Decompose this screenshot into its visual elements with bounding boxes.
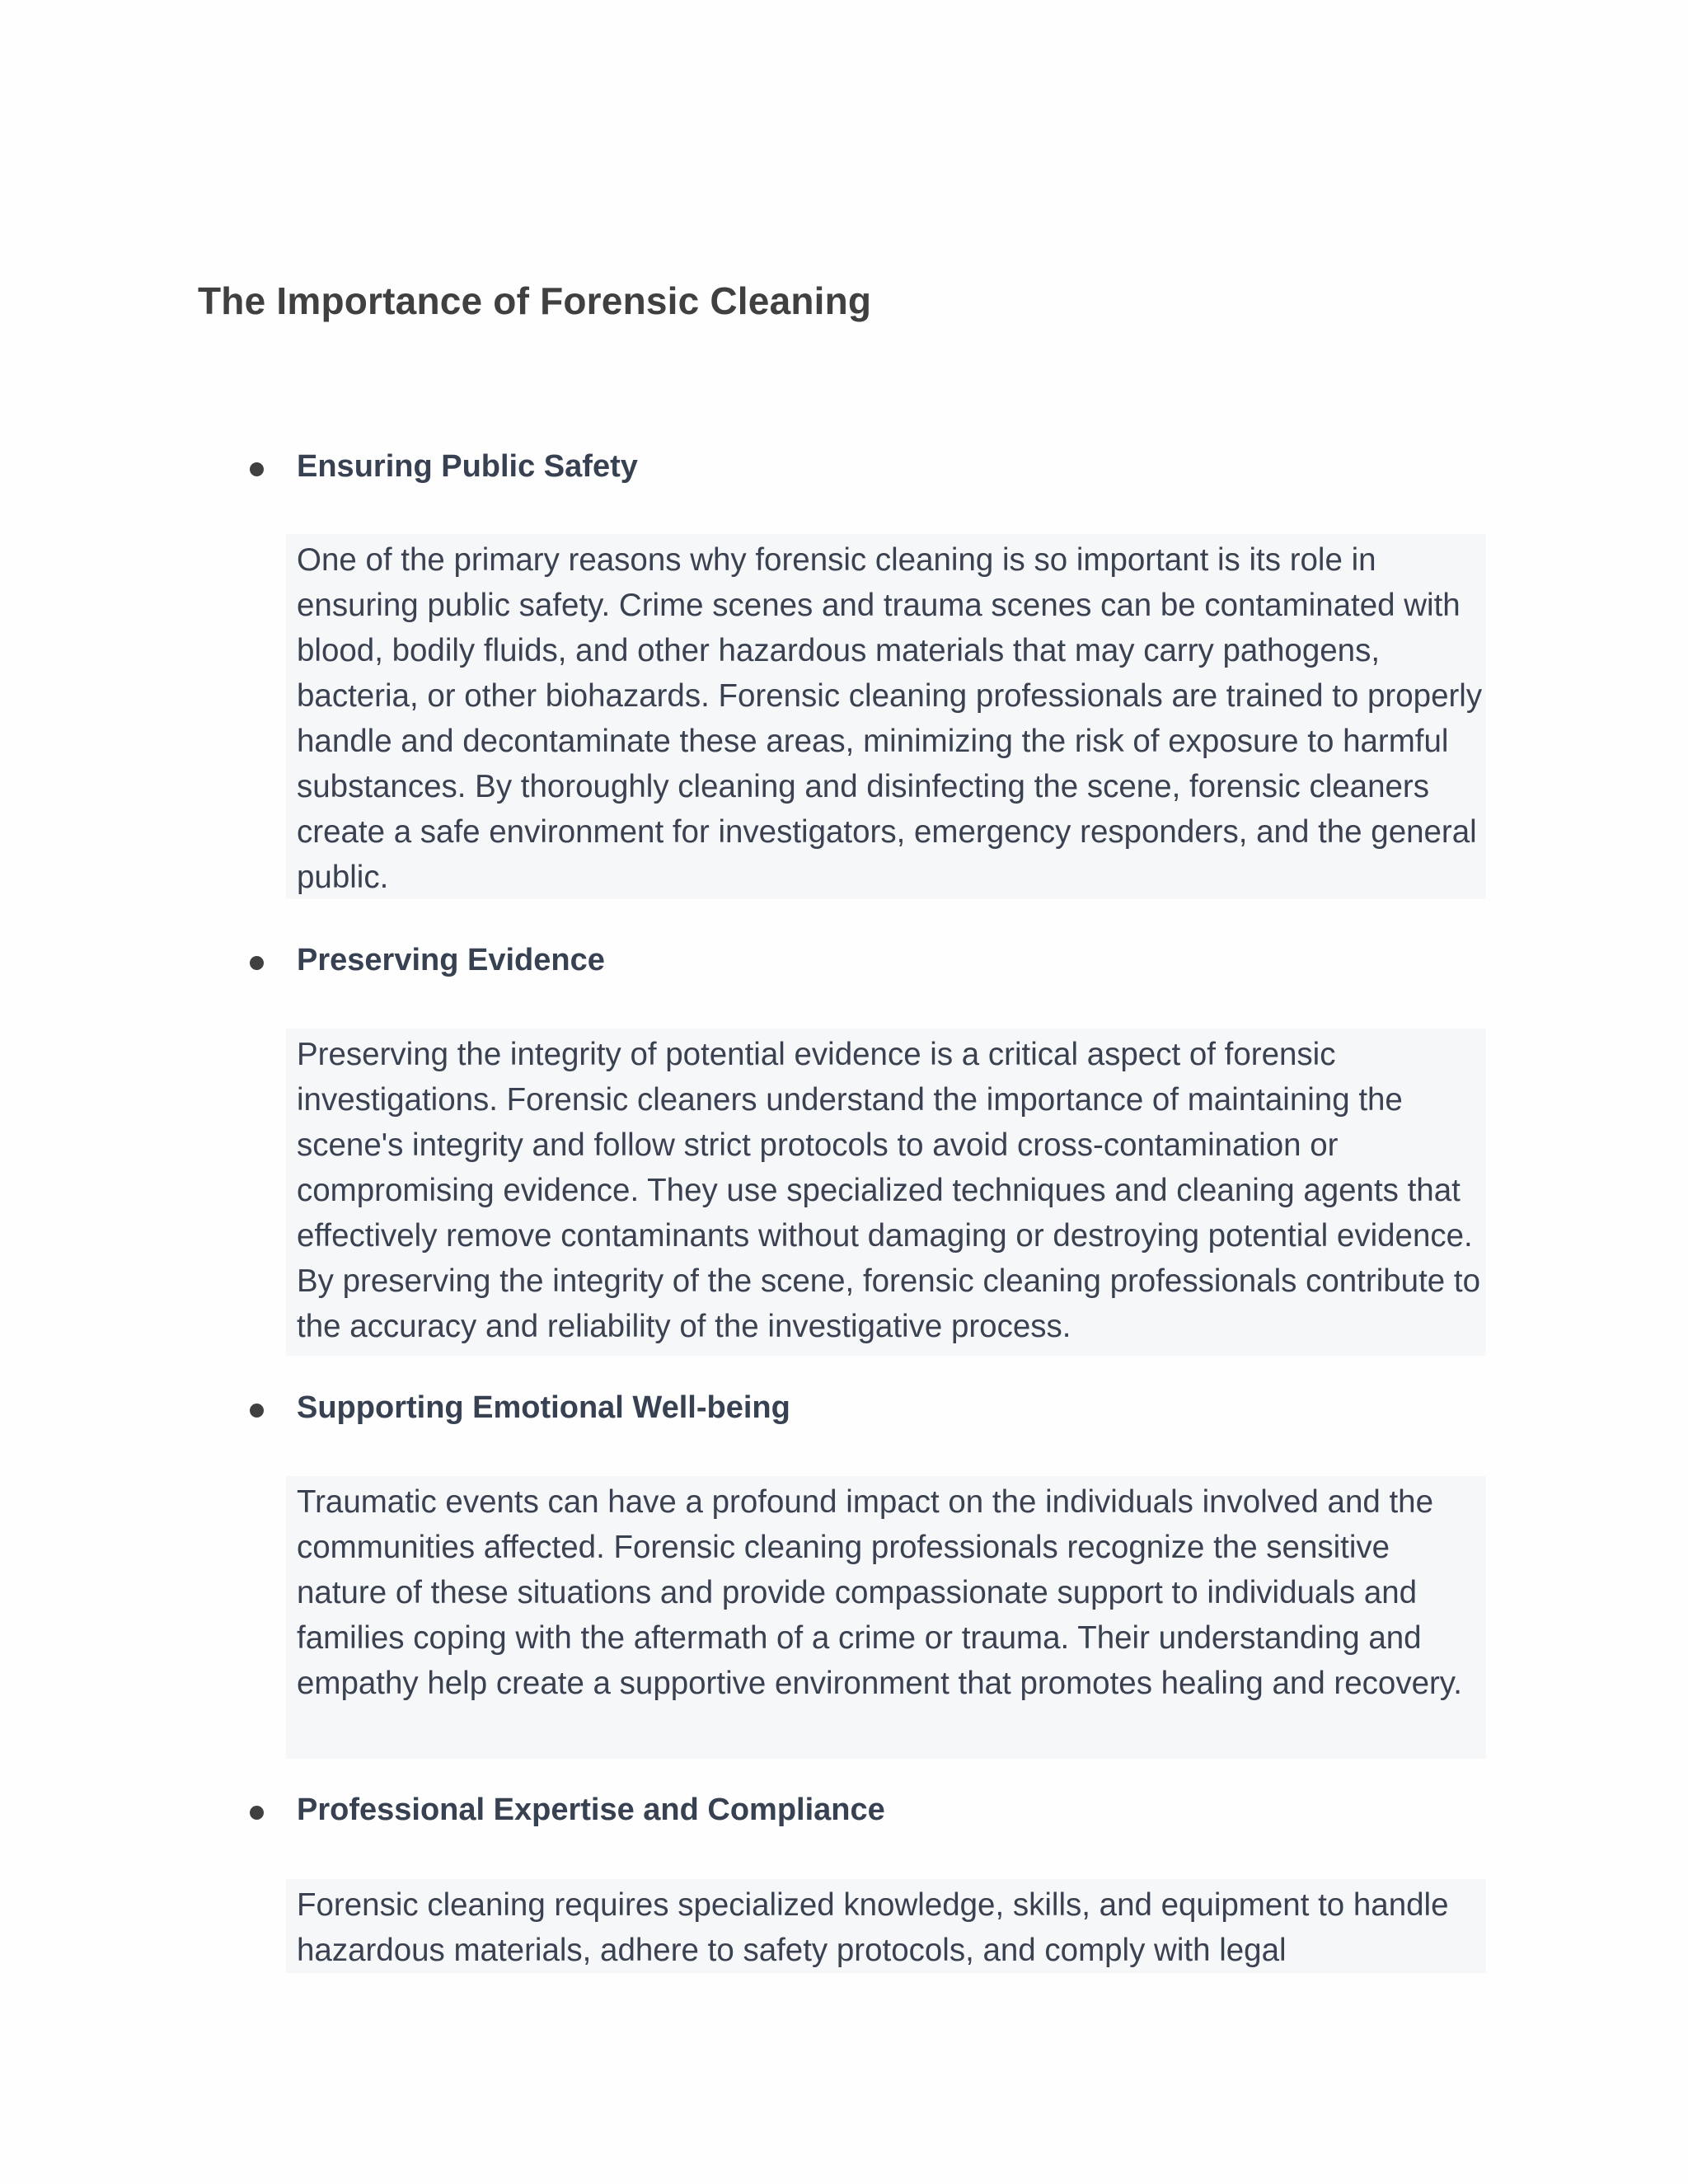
bullet-icon (250, 1404, 264, 1418)
section-heading: Ensuring Public Safety (297, 449, 638, 484)
section-body: Forensic cleaning requires specialized knowledge, skills, and equipment to handle hazardous materials, adhere to safety protocols, and comply with legal (286, 1879, 1486, 1973)
bullet-icon (250, 1806, 264, 1820)
bullet-icon (250, 956, 264, 970)
section-heading: Supporting Emotional Well-being (297, 1390, 790, 1425)
section-body: One of the primary reasons why forensic cleaning is so important is its role in ensuring public safety. Crime scenes and trauma scenes can be contaminated with blood, bodily fluids, and other hazardous materials that may carry pathogens, bacteria, or other biohazards. Forensic cleaning professionals are trained to properly handle and decontaminate these areas, minimizing the risk of exposure to harmful substances. By thoroughly cleaning and disinfecting the scene, forensic cleaners create a safe environment for investigators, emergency responders, and the general public. (286, 534, 1486, 899)
bullet-icon (250, 462, 264, 476)
section-heading: Professional Expertise and Compliance (297, 1793, 885, 1827)
section-body: Preserving the integrity of potential evidence is a critical aspect of forensic investigations. Forensic cleaners understand the importance of maintaining the scene's integrity and follow strict protocols to avoid cross-contamination or compromising evidence. They use specialized techniques and cleaning agents that effectively remove contaminants without damaging or destroying potential evidence. By preserving the integrity of the scene, forensic cleaning professionals contribute to the accuracy and reliability of the investigative process. (286, 1029, 1486, 1356)
section-heading: Preserving Evidence (297, 943, 605, 977)
section-body: Traumatic events can have a profound impact on the individuals involved and the communities affected. Forensic cleaning professionals recognize the sensitive nature of these situations and provide compassionate support to individuals and families coping with the aftermath of a crime or trauma. Their understanding and empathy help create a supportive environment that promotes healing and recovery. (286, 1476, 1486, 1759)
page-title: The Importance of Forensic Cleaning (198, 279, 872, 322)
